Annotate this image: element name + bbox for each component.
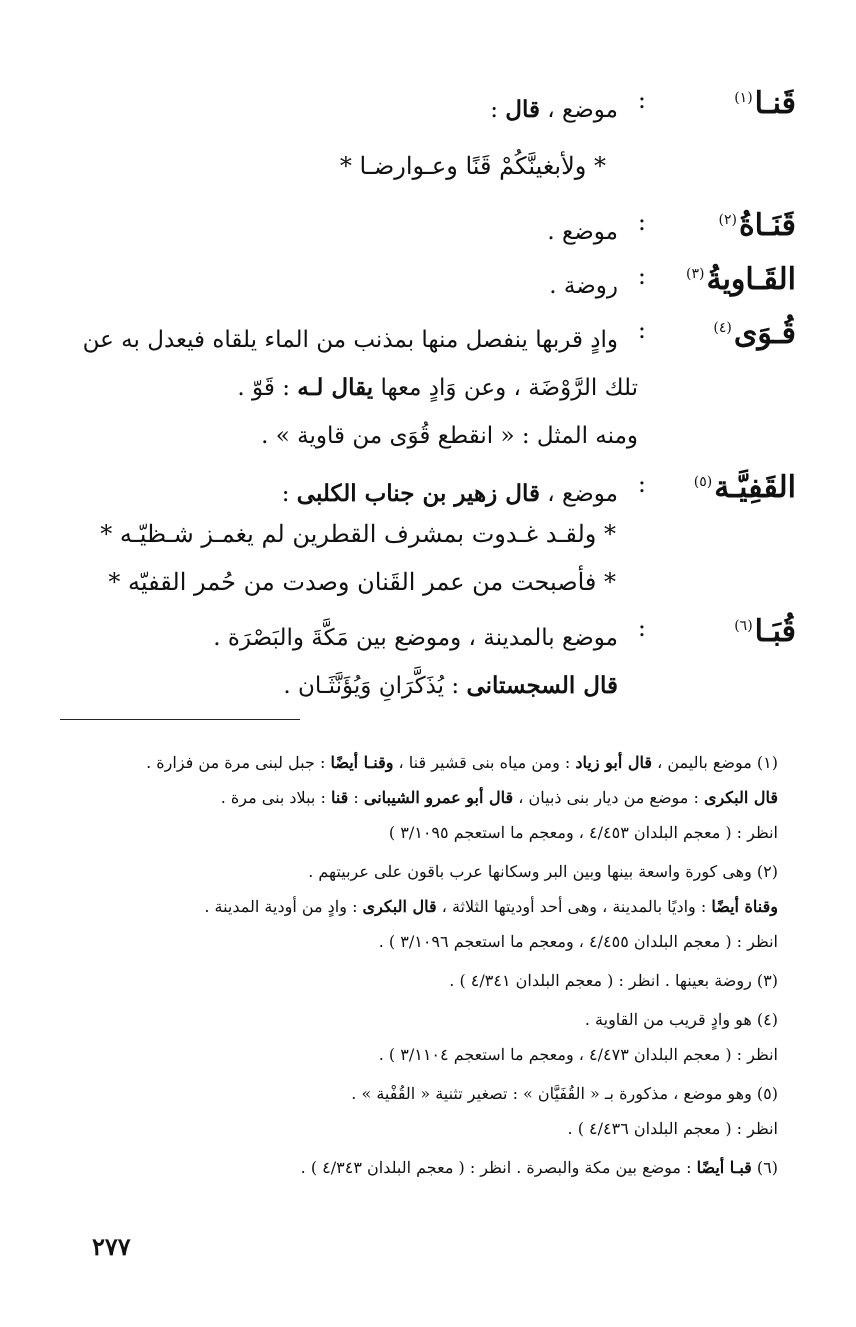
text-run-bold: قال أبو عمرو الشيبانى: [363, 788, 514, 807]
footnote-5: [60, 1076, 778, 1146]
footnote-line: [60, 889, 778, 924]
note-reference: (٤): [713, 320, 732, 336]
entry-body: [70, 614, 618, 710]
headword-text: القَـاويةُ: [706, 262, 796, 297]
colon-separator: :: [637, 316, 646, 344]
body-line: روضة .: [549, 273, 618, 299]
footnote-line: انظر : ( معجم البلدان ٤/٤٧٣ ، ومعجم ما استعجم ٣/١١٠٤ ) .: [378, 1045, 778, 1064]
text-run-bold: قال البكرى: [703, 788, 778, 807]
headword-text: القَفِيَّـة: [714, 470, 796, 505]
headword: [646, 470, 796, 505]
page-number: ٢٧٧: [92, 1232, 131, 1261]
headword-text: قَنَـاةُ: [738, 208, 796, 243]
colon-separator: :: [637, 86, 646, 114]
footnote-3: [60, 963, 778, 998]
headword: [646, 208, 796, 243]
headword-text: قَنـا: [754, 86, 796, 121]
headword: [646, 316, 796, 351]
colon-separator: :: [637, 262, 646, 290]
note-reference: (٦): [734, 618, 753, 634]
note-reference: (٢): [718, 212, 737, 228]
footnote-line: (٥) وهو موضع ، مذكورة بـ « القُفَيَّان » : تصغير تثنية « القُفْية » .: [351, 1084, 778, 1103]
text-run: موضع ،: [539, 97, 618, 123]
text-run: موضع ،: [539, 481, 618, 507]
headword-text: قُبَـا: [754, 614, 796, 649]
entry-body: [70, 86, 618, 134]
footnote-line: [60, 780, 778, 815]
text-run: : قَوّ .: [237, 375, 298, 401]
entry-body: [70, 470, 618, 518]
note-reference: (١): [734, 90, 753, 106]
text-run-bold: وقناة أيضًا: [711, 897, 778, 916]
text-run: تلك الرَّوْضَة ، وعن وَادٍ معها: [373, 375, 638, 401]
body-line: وادٍ قربها ينفصل منها بمذنب من الماء يلقاه فيعدل به عن: [82, 327, 618, 353]
verse-line: * ولأبغينَّكُمْ قَنًا وعـوارضـا *: [339, 152, 606, 180]
body-line: [70, 662, 618, 710]
note-reference: (٥): [693, 474, 713, 490]
footnotes: [60, 745, 778, 1185]
body-line: موضع .: [547, 219, 618, 245]
text-run: : موضع من ديار بنى ذبيان ،: [513, 788, 704, 807]
verse-line: * ولقـد غـدوت بمشرف القطرين لم يغمـز شـظيّـه *: [100, 520, 616, 548]
colon-separator: :: [637, 470, 646, 498]
body-line: موضع بالمدينة ، وموضع بين مَكَّةَ والبَصْرَة .: [213, 625, 618, 651]
text-run: : ومن مياه بنى قشير قنا ،: [393, 753, 576, 772]
text-run: (٦): [751, 1158, 778, 1177]
footnote-line: (٤) هو وادٍ قريب من القاوية .: [584, 1010, 778, 1029]
entry-body: [70, 262, 618, 310]
footnote-2: [60, 854, 778, 959]
colon-separator: :: [637, 614, 646, 642]
text-run: : جبل لبنى مرة من فزارة .: [146, 753, 331, 772]
text-run-bold: قال: [505, 96, 540, 123]
text-run-bold: وقنـا أيضًا: [330, 753, 394, 772]
text-run: :: [490, 97, 506, 123]
note-reference: (٣): [686, 266, 705, 282]
entry-body: [70, 208, 618, 256]
colon-separator: :: [637, 208, 646, 236]
text-run: (١) موضع باليمن ،: [652, 753, 778, 772]
text-run: :: [281, 481, 297, 507]
body-line: [60, 364, 638, 412]
footnote-line: انظر : ( معجم البلدان ٤/٤٥٣ ، ومعجم ما استعجم ٣/١٠٩٥ ): [388, 823, 778, 842]
text-run-bold: قال البكرى: [362, 897, 437, 916]
footnote-line: [60, 745, 778, 780]
text-run-bold: قال أبو زياد: [575, 753, 652, 772]
text-run: : وادٍ من أودية المدينة .: [204, 897, 363, 916]
text-run-bold: قنا: [330, 788, 349, 807]
text-run: : واديًا بالمدينة ، وهى أحد أوديتها الثلاثة ،: [436, 897, 712, 916]
text-run: :: [348, 788, 364, 807]
body-line: [70, 86, 618, 134]
headword-text: قُـوَى: [733, 316, 796, 351]
text-run: : يُذَكَّرَانِ وَيُؤَنَّثَـان .: [283, 673, 467, 699]
headword: [646, 262, 796, 297]
footnote-1: [60, 745, 778, 850]
footnote-line: [60, 1150, 778, 1185]
footnote-line: انظر : ( معجم البلدان ٤/٤٣٦ ) .: [567, 1119, 778, 1138]
footnote-line: (٣) روضة بعينها . انظر : ( معجم البلدان ٤/٣٤١ ) .: [449, 971, 778, 990]
footnote-line: انظر : ( معجم البلدان ٤/٤٥٥ ، ومعجم ما استعجم ٣/١٠٩٦ ) .: [378, 932, 778, 951]
text-run-bold: قال زهير بن جناب الكلبى: [296, 480, 540, 507]
text-run-bold: يقال لـه: [297, 374, 374, 401]
footnote-line: (٢) وهى كورة واسعة بينها وبين البر وسكانها عرب باقون على عربيتهم .: [308, 862, 778, 881]
headword: [646, 614, 796, 649]
footnote-4: [60, 1002, 778, 1072]
body-line: [70, 470, 618, 518]
body-line: ومنه المثل : « انقطع قُوَى من قاوية » .: [261, 423, 638, 449]
text-run-bold: قبـا أيضًا: [696, 1158, 752, 1177]
verse-line: * فأصبحت من عمر القَنان وصدت من حُمر القفيّه *: [108, 568, 616, 596]
entry-body: [60, 316, 638, 460]
footnote-separator: [60, 719, 300, 720]
text-run: : ببلاد بنى مرة .: [220, 788, 331, 807]
text-run-bold: قال السجستانى: [466, 672, 618, 699]
headword: [646, 86, 796, 121]
text-run: : موضع بين مكة والبصرة . انظر : ( معجم البلدان ٤/٣٤٣ ) .: [300, 1158, 697, 1177]
footnote-6: [60, 1150, 778, 1185]
